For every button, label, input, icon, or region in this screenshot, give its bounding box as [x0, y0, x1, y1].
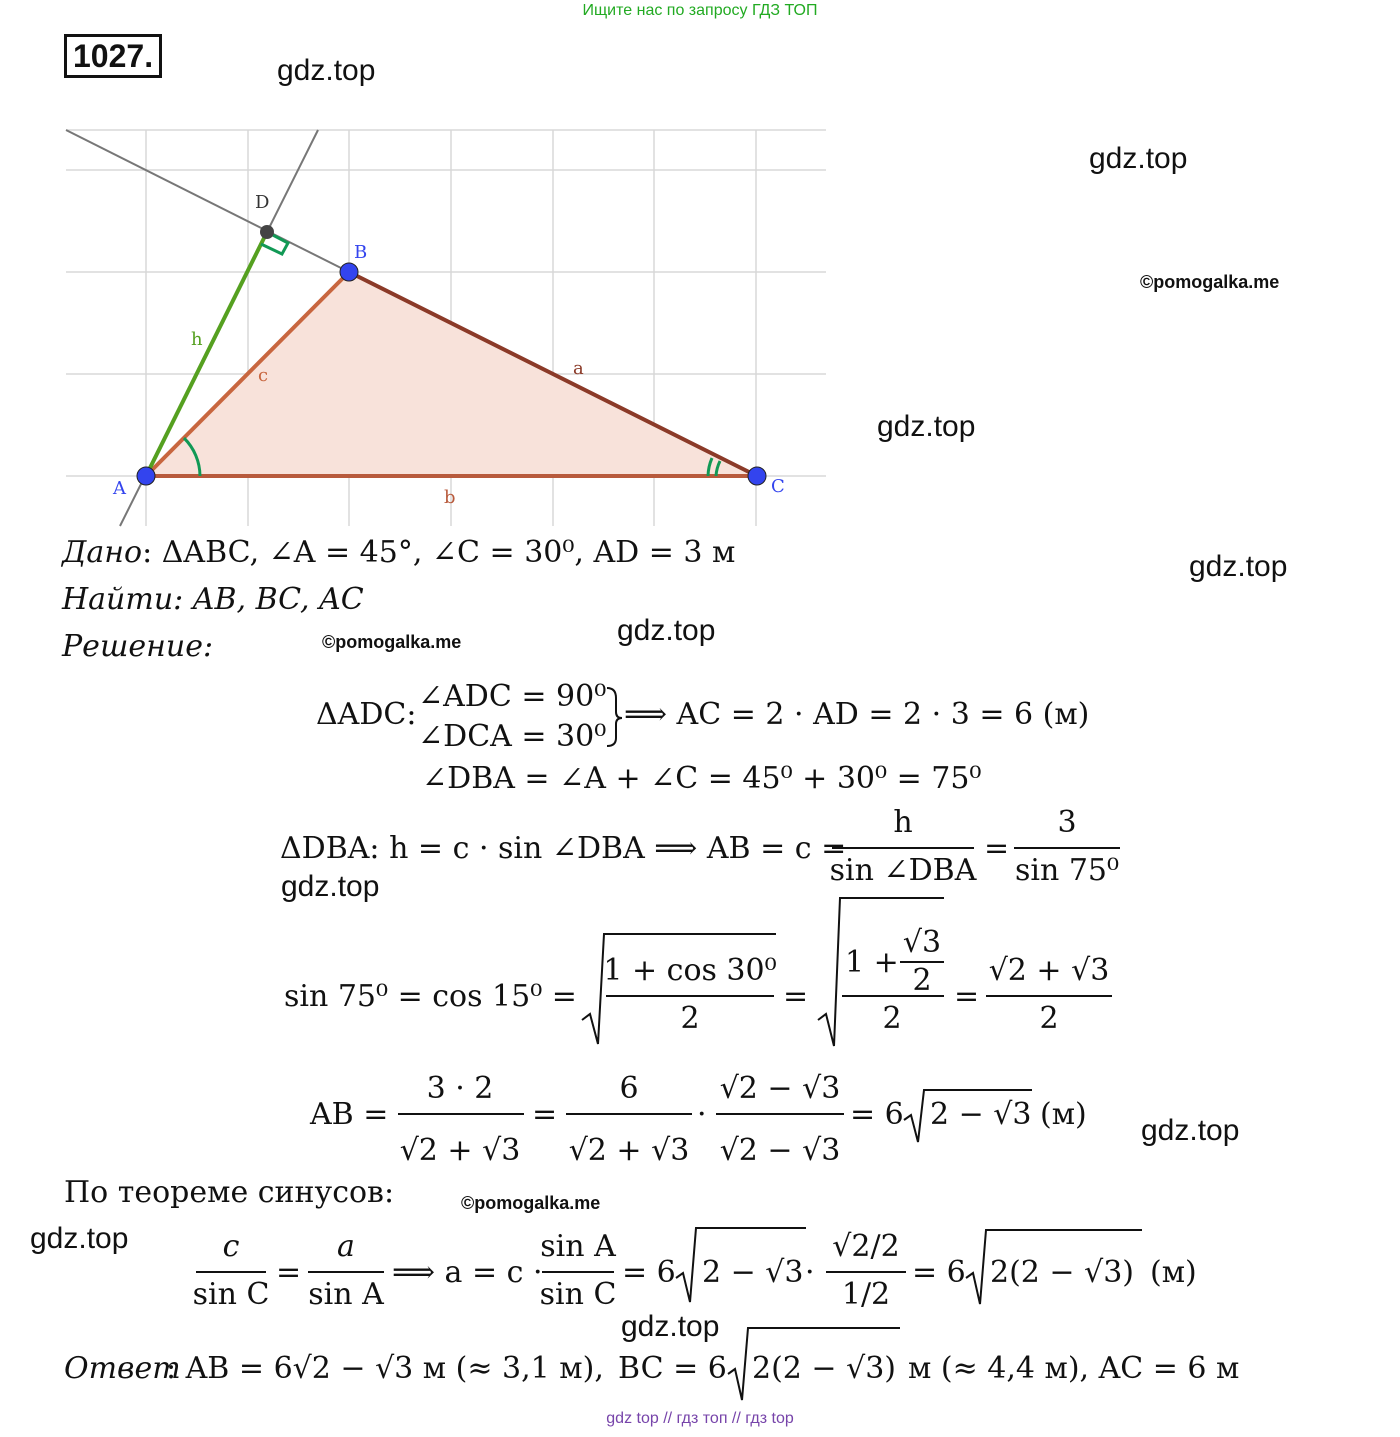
watermark-gdz: gdz.top: [621, 1310, 720, 1343]
sin-num1: 1 + cos 30⁰: [603, 953, 777, 988]
sines-den1: sin C: [192, 1277, 270, 1312]
watermark-gdz: gdz.top: [1141, 1114, 1240, 1147]
label-d: D: [255, 192, 270, 213]
adc-line2: ∠DCA = 30⁰: [418, 719, 607, 754]
sines-result-coef: = 6: [912, 1255, 966, 1290]
find-text: : AB, BC, AC: [173, 582, 364, 617]
sines-coef: = 6: [622, 1255, 676, 1290]
watermark-gdz: gdz.top: [30, 1222, 129, 1255]
dba-num2: 3: [1057, 805, 1077, 840]
ab-prefix: AB =: [310, 1097, 389, 1132]
equals-sign: =: [984, 831, 1010, 866]
watermark-pomogalka: ©pomogalka.me: [1140, 272, 1280, 292]
watermark-pomogalka: ©pomogalka.me: [461, 1193, 601, 1213]
given-text: : ΔABC, ∠A = 45°, ∠C = 30⁰, AD = 3 м: [142, 535, 736, 570]
answer-ab: : AB = 6√2 − √3 м (≈ 3,1 м),: [166, 1351, 604, 1386]
label-c: C: [771, 476, 785, 497]
ab-den1: √2 + √3: [399, 1133, 521, 1168]
equals-sign: =: [532, 1097, 558, 1132]
sines-title: По теореме синусов:: [64, 1175, 395, 1210]
watermark-pomogalka: ©pomogalka.me: [322, 632, 462, 652]
adc-line1: ∠ADC = 90⁰: [418, 679, 607, 714]
problem-number: 1027.: [64, 34, 162, 78]
sines-den2: sin A: [308, 1277, 384, 1312]
watermark-gdz: gdz.top: [277, 54, 376, 87]
adc-prefix: ΔADC:: [316, 697, 417, 732]
search-hint-link[interactable]: Ищите нас по запросу ГДЗ ТОП: [582, 2, 818, 19]
ab-num2: 6: [619, 1071, 639, 1106]
answer-bc-prefix: BC = 6: [618, 1351, 727, 1386]
sines-num1: c: [222, 1229, 240, 1264]
ab-num3: √2 − √3: [719, 1071, 841, 1106]
answer-bc-root: 2(2 − √3): [752, 1351, 896, 1386]
ab-result-coef: = 6: [850, 1097, 904, 1132]
sin-num2a: 1 +: [845, 945, 899, 980]
label-side-a: a: [573, 358, 584, 379]
label-altitude-h: h: [191, 329, 203, 350]
dba-den1: sin ∠DBA: [829, 853, 977, 888]
sin-num3: √2 + √3: [988, 953, 1110, 988]
equals-sign: =: [783, 979, 809, 1014]
solution-label: Решение:: [62, 629, 214, 664]
label-side-b: b: [444, 487, 456, 508]
label-side-c: c: [258, 365, 269, 386]
ab-result-unit: (м): [1040, 1097, 1087, 1132]
ab-num1: 3 · 2: [426, 1071, 494, 1106]
label-b: B: [354, 242, 368, 263]
label-a: A: [113, 478, 126, 499]
dot-operator: ·: [805, 1255, 815, 1290]
sin-prefix: sin 75⁰ = cos 15⁰ =: [284, 979, 577, 1014]
equals-sign: =: [954, 979, 980, 1014]
dba-angle: ∠DBA = ∠A + ∠C = 45⁰ + 30⁰ = 75⁰: [422, 761, 982, 796]
sin-den2: 2: [882, 1001, 902, 1036]
watermark-gdz: gdz.top: [877, 410, 976, 443]
answer-bc-suffix: м (≈ 4,4 м), AC = 6 м: [908, 1351, 1240, 1386]
sines-den3: sin C: [539, 1277, 617, 1312]
sin-den3: 2: [1039, 1001, 1059, 1036]
ab-den3: √2 − √3: [719, 1133, 841, 1168]
dot-operator: ·: [697, 1097, 707, 1132]
watermark-gdz: gdz.top: [1089, 142, 1188, 175]
footer-links[interactable]: gdz top // гдз топ // гдз top: [606, 1410, 794, 1427]
sines-result-root: 2(2 − √3): [990, 1255, 1134, 1290]
dba-num1: h: [893, 805, 913, 840]
adc-result: ⟹ AC = 2 · AD = 2 · 3 = 6 (м): [624, 697, 1090, 732]
sin-num2c: 2: [912, 963, 932, 998]
brace: [607, 688, 622, 746]
equals-sign: =: [276, 1255, 302, 1290]
watermark-gdz: gdz.top: [1189, 550, 1288, 583]
sines-root: 2 − √3: [702, 1255, 804, 1290]
ab-result-root: 2 − √3: [930, 1097, 1032, 1132]
sines-result-unit: (м): [1150, 1255, 1197, 1290]
given-label: Дано: [62, 535, 143, 570]
sines-num3: sin A: [540, 1229, 616, 1264]
dba-prefix: ΔDBA: h = c · sin ∠DBA ⟹ AB = c =: [280, 831, 847, 866]
sines-num4: √2/2: [832, 1229, 900, 1264]
sin-num2b: √3: [902, 925, 942, 960]
dba-den2: sin 75⁰: [1014, 853, 1120, 888]
ab-den2: √2 + √3: [568, 1133, 690, 1168]
sines-den4: 1/2: [841, 1277, 891, 1312]
find-label: Найти: [62, 582, 174, 617]
sines-mid: ⟹ a = c ·: [392, 1255, 543, 1290]
watermark-gdz: gdz.top: [281, 870, 380, 903]
sin-den1: 2: [680, 1001, 700, 1036]
watermark-gdz: gdz.top: [617, 614, 716, 647]
sines-num2: a: [337, 1229, 355, 1264]
answer-label: Ответ: [64, 1351, 181, 1386]
radical: [582, 934, 776, 1044]
